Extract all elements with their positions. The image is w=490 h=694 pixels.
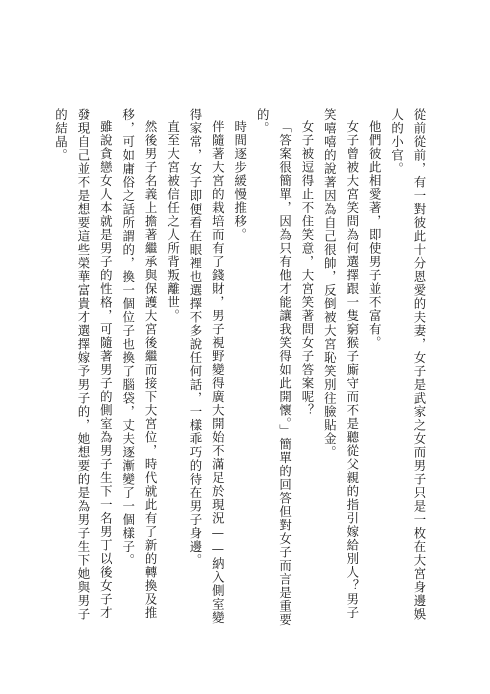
paragraph-9: 然後男子名義上擔著繼承與保護大宮後繼而接下大宮位，時代就此有了新的轉換及推移，可如庸俗之話所謂的，換一個位子也換了腦袋，丈夫逐漸變了一個樣子。 [120, 108, 159, 620]
vertical-text-body [44, 108, 430, 628]
paragraph-8: 直至大宮被信任之人所背叛離世。 [165, 120, 181, 323]
paragraph-10: 雖說貪戀女人本就是男子的性格，可隨著男子的側室為男子生下一名男丁以後女子才發現自己並不是想要這些榮華富貴才選擇嫁予男子的，她想要的是為男子生下她與男子的結晶。 [53, 108, 114, 621]
paragraph-5: 「答案很簡單，因為只有他才能讓我笑得如此開懷。」簡單的回答但對女子而言是重要的。 [255, 108, 293, 628]
paragraph-6: 時間逐步緩慢推移。 [232, 120, 248, 242]
paragraph-2: 他們彼此相愛著，即使男子並不富有。 [367, 120, 383, 350]
paragraph-1: 從前從前，有一對彼此十分恩愛的夫妻，女子是武家之女而男子只是一枚在大宮身邊娛人的小官。 [389, 108, 427, 621]
paragraph-4: 女子被逗得止不住笑意，大宮笑著問女子答案呢？ [299, 120, 315, 418]
paragraph-3: 女子曾被大宮笑問為何選擇跟一隻窮猴子廝守而不是聽從父親的指引嫁給別人？男子笑嘻嘻的說著因為自己很帥，反倒被大宮恥笑別往臉貼金。 [322, 108, 360, 620]
paragraph-7: 伴隨著大宮的栽培而有了錢財，男子視野變得廣大開始不滿足於現況——納入側室變得家常，女子即便看在眼裡也選擇不多說任何話，一樣乖巧的待在男子身邊。 [187, 108, 226, 626]
